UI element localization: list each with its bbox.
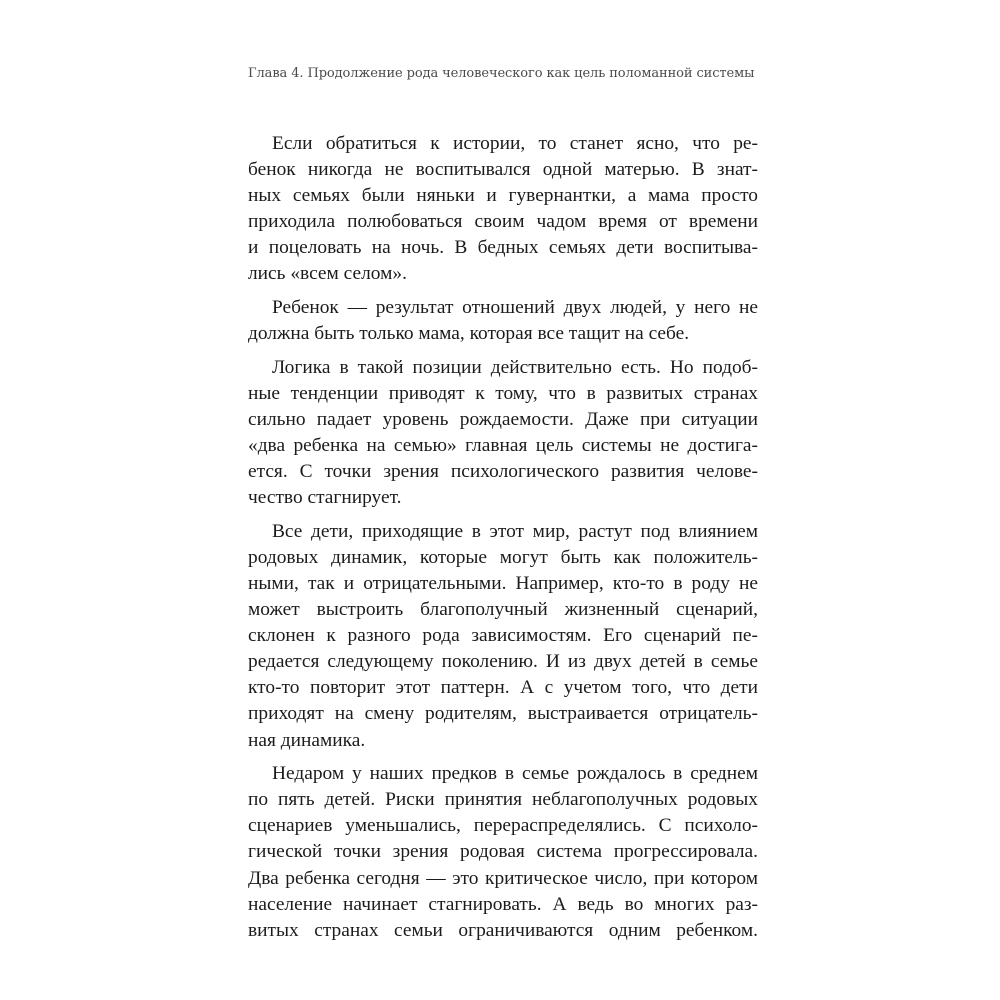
text-line: должна быть только мама, которая все тащит на себе.: [248, 323, 690, 345]
text-line: ная динамика.: [248, 729, 366, 751]
text-line: Все дети, приходящие в этот мир, растут под влиянием: [272, 520, 758, 542]
text-line: Если обратиться к истории, то станет ясно, что ре-: [272, 133, 758, 154]
text-line: ными, так и отрицательными. Например, кто-то в роду не: [248, 573, 758, 594]
text-line: редается следующему поколению. И из двух детей в семье: [248, 651, 758, 673]
text-line: склонен к разного рода зависимостям. Его сценарий пе-: [248, 625, 758, 647]
text-line: ется. С точки зрения психологического развития челове-: [248, 461, 758, 483]
body-text: [248, 131, 758, 951]
text-line: бенок никогда не воспитывался одной матерью. В знат-: [248, 159, 758, 181]
paragraph: [248, 295, 758, 347]
text-line: приходят на смену родителям, выстраивается отрицатель-: [248, 703, 758, 725]
text-line: и поцеловать на ночь. В бедных семьях дети воспитыва-: [248, 237, 758, 259]
text-line: сильно падает уровень рождаемости. Даже при ситуации: [248, 408, 758, 430]
text-line: приходила полюбоваться своим чадом время от времени: [248, 211, 758, 233]
paragraph: [248, 355, 758, 512]
text-line: Логика в такой позиции действительно есть. Но подоб-: [272, 356, 758, 378]
paragraph: [248, 761, 758, 944]
text-line: ных семьях были няньки и гувернантки, а мама просто: [248, 185, 758, 207]
text-line: ные тенденции приводят к тому, что в развитых странах: [248, 382, 758, 404]
text-line: чество стагнирует.: [248, 487, 402, 509]
text-line: витых странах семьи ограничиваются одним ребенком.: [248, 919, 758, 941]
paragraph: [248, 131, 758, 288]
running-head: Глава 4. Продолжение рода человеческого как цель поломанной системы: [248, 66, 755, 81]
text-line: гической точки зрения родовая система прогрессировала.: [248, 841, 758, 863]
paragraph: [248, 519, 758, 754]
text-line: Недаром у наших предков в семье рождалось в среднем: [272, 763, 758, 785]
text-line: лись «всем селом».: [248, 263, 407, 285]
text-line: по пять детей. Риски принятия неблагополучных родовых: [248, 789, 758, 811]
text-line: родовых динамик, которые могут быть как положитель-: [248, 546, 758, 568]
text-line: «два ребенка на семью» главная цель системы не достига-: [248, 435, 758, 457]
text-line: Ребенок — результат отношений двух людей, у него не: [272, 297, 758, 319]
text-line: население начинает стагнировать. А ведь во многих раз-: [248, 893, 758, 915]
text-line: сценариев уменьшались, перераспределялись. С психоло-: [248, 815, 758, 837]
text-line: кто-то повторит этот паттерн. А с учетом того, что дети: [248, 677, 758, 699]
text-line: Два ребенка сегодня — это критическое число, при котором: [248, 867, 758, 889]
text-line: может выстроить благополучный жизненный сценарий,: [248, 599, 758, 621]
